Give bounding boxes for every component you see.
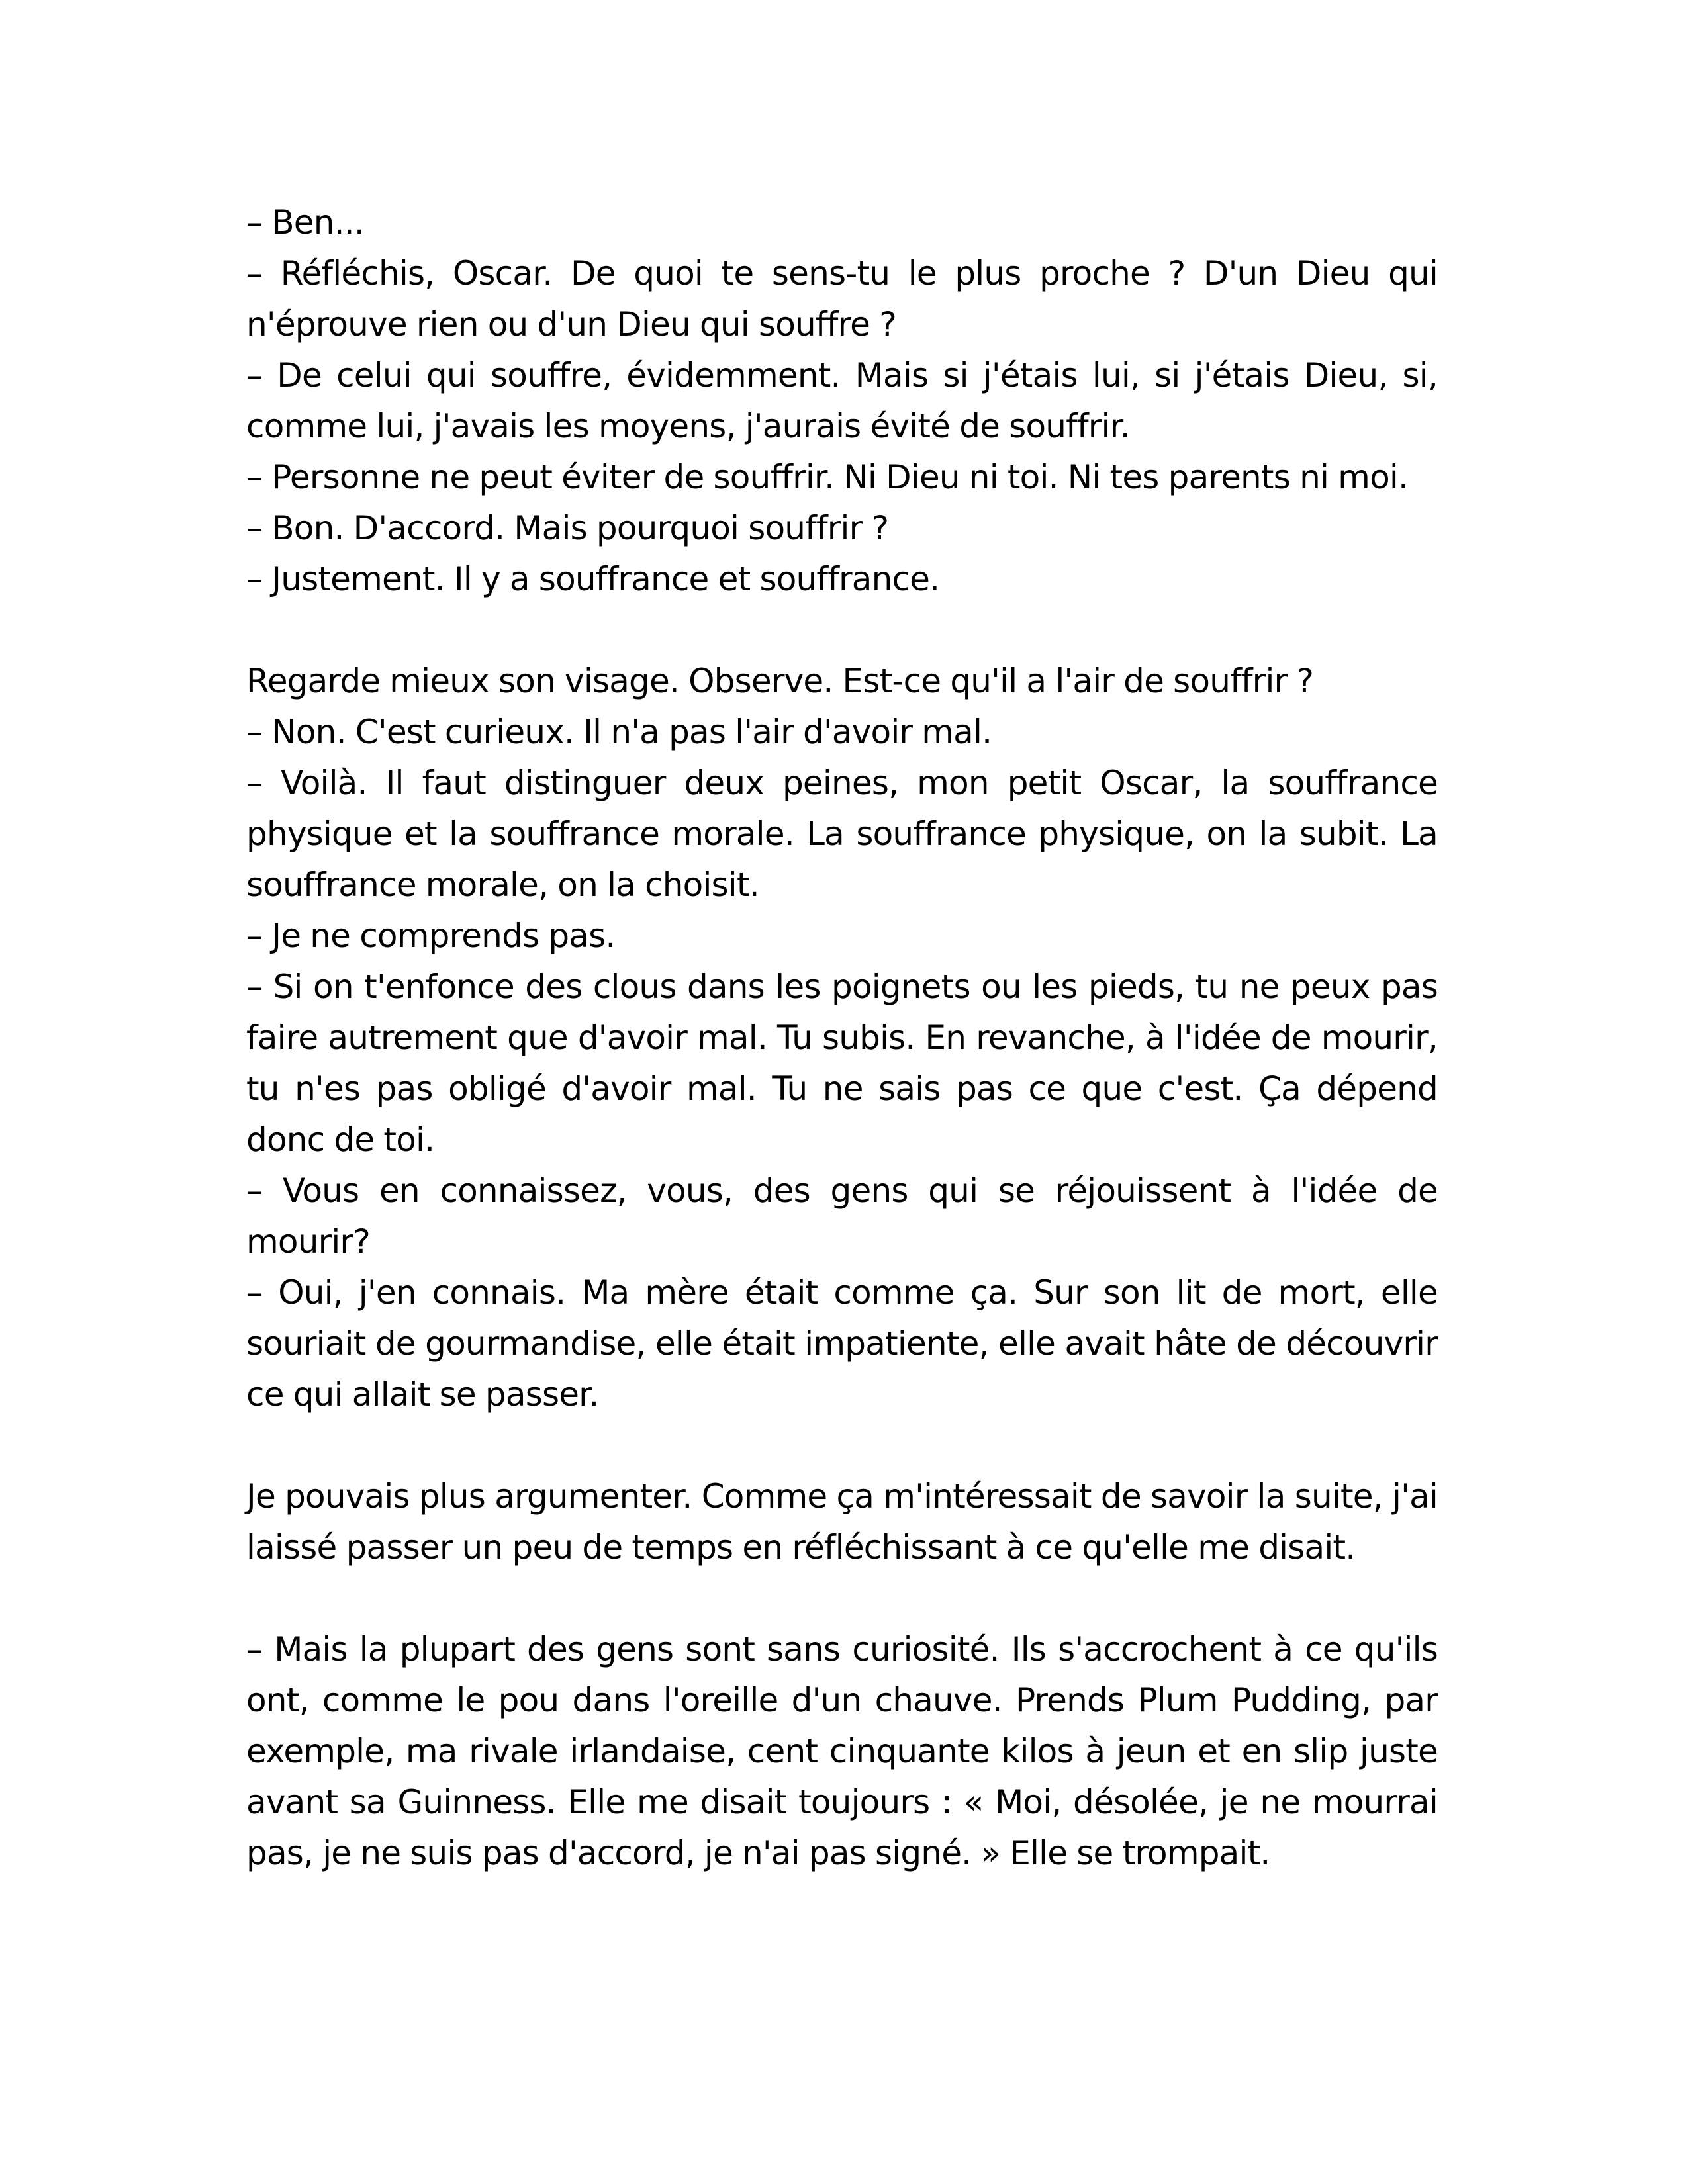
paragraph: Je pouvais plus argumenter. Comme ça m'intéressait de savoir la suite, j'ai laissé passer un peu de temps en réfléchissant à ce qu'elle me disait. — [246, 1477, 1438, 1567]
paragraph: – Je ne comprends pas. — [246, 917, 616, 955]
paragraph: – Vous en connaissez, vous, des gens qui se réjouissent à l'idée de mourir? — [246, 1171, 1438, 1261]
paragraph: Regarde mieux son visage. Observe. Est-ce qu'il a l'air de souffrir ? — [246, 662, 1314, 700]
paragraph: – Justement. Il y a souffrance et souffrance. — [246, 560, 940, 598]
paragraph: – Personne ne peut éviter de souffrir. Ni Dieu ni toi. Ni tes parents ni moi. — [246, 458, 1409, 496]
paragraph: – Ben... — [246, 203, 364, 242]
paragraph: – Mais la plupart des gens sont sans curiosité. Ils s'accrochent à ce qu'ils ont, comme le pou dans l'oreille d'un chauve. Prends Plum Pudding, par exemple, ma rivale irlandaise, cent cinquante kilos à jeun et en slip juste avant sa Guinness. Elle me disait toujours : « Moi, désolée, je ne mourrai pas, je ne suis pas d'accord, je n'ai pas signé. » Elle se trompait. — [246, 1630, 1438, 1872]
paragraph-gap — [246, 605, 1438, 656]
paragraph: – Non. C'est curieux. Il n'a pas l'air d'avoir mal. — [246, 713, 992, 751]
body-text — [246, 197, 1438, 1879]
paragraph-gap — [246, 1573, 1438, 1624]
paragraph-gap — [246, 1420, 1438, 1471]
paragraph: – De celui qui souffre, évidemment. Mais si j'étais lui, si j'étais Dieu, si, comme lui, j'avais les moyens, j'aurais évité de souffrir. — [246, 356, 1438, 445]
paragraph: – Bon. D'accord. Mais pourquoi souffrir ? — [246, 509, 889, 547]
paragraph: – Si on t'enfonce des clous dans les poignets ou les pieds, tu ne peux pas faire autrement que d'avoir mal. Tu subis. En revanche, à l'idée de mourir, tu n'es pas obligé d'avoir mal. Tu ne sais pas ce que c'est. Ça dépend donc de toi. — [246, 968, 1438, 1159]
paragraph: – Voilà. Il faut distinguer deux peines, mon petit Oscar, la souffrance physique et la souffrance morale. La souffrance physique, on la subit. La souffrance morale, on la choisit. — [246, 764, 1438, 904]
paragraph: – Oui, j'en connais. Ma mère était comme ça. Sur son lit de mort, elle souriait de gourmandise, elle était impatiente, elle avait hâte de découvrir ce qui allait se passer. — [246, 1273, 1438, 1414]
paragraph: – Réfléchis, Oscar. De quoi te sens-tu le plus proche ? D'un Dieu qui n'éprouve rien ou d'un Dieu qui souffre ? — [246, 254, 1438, 343]
